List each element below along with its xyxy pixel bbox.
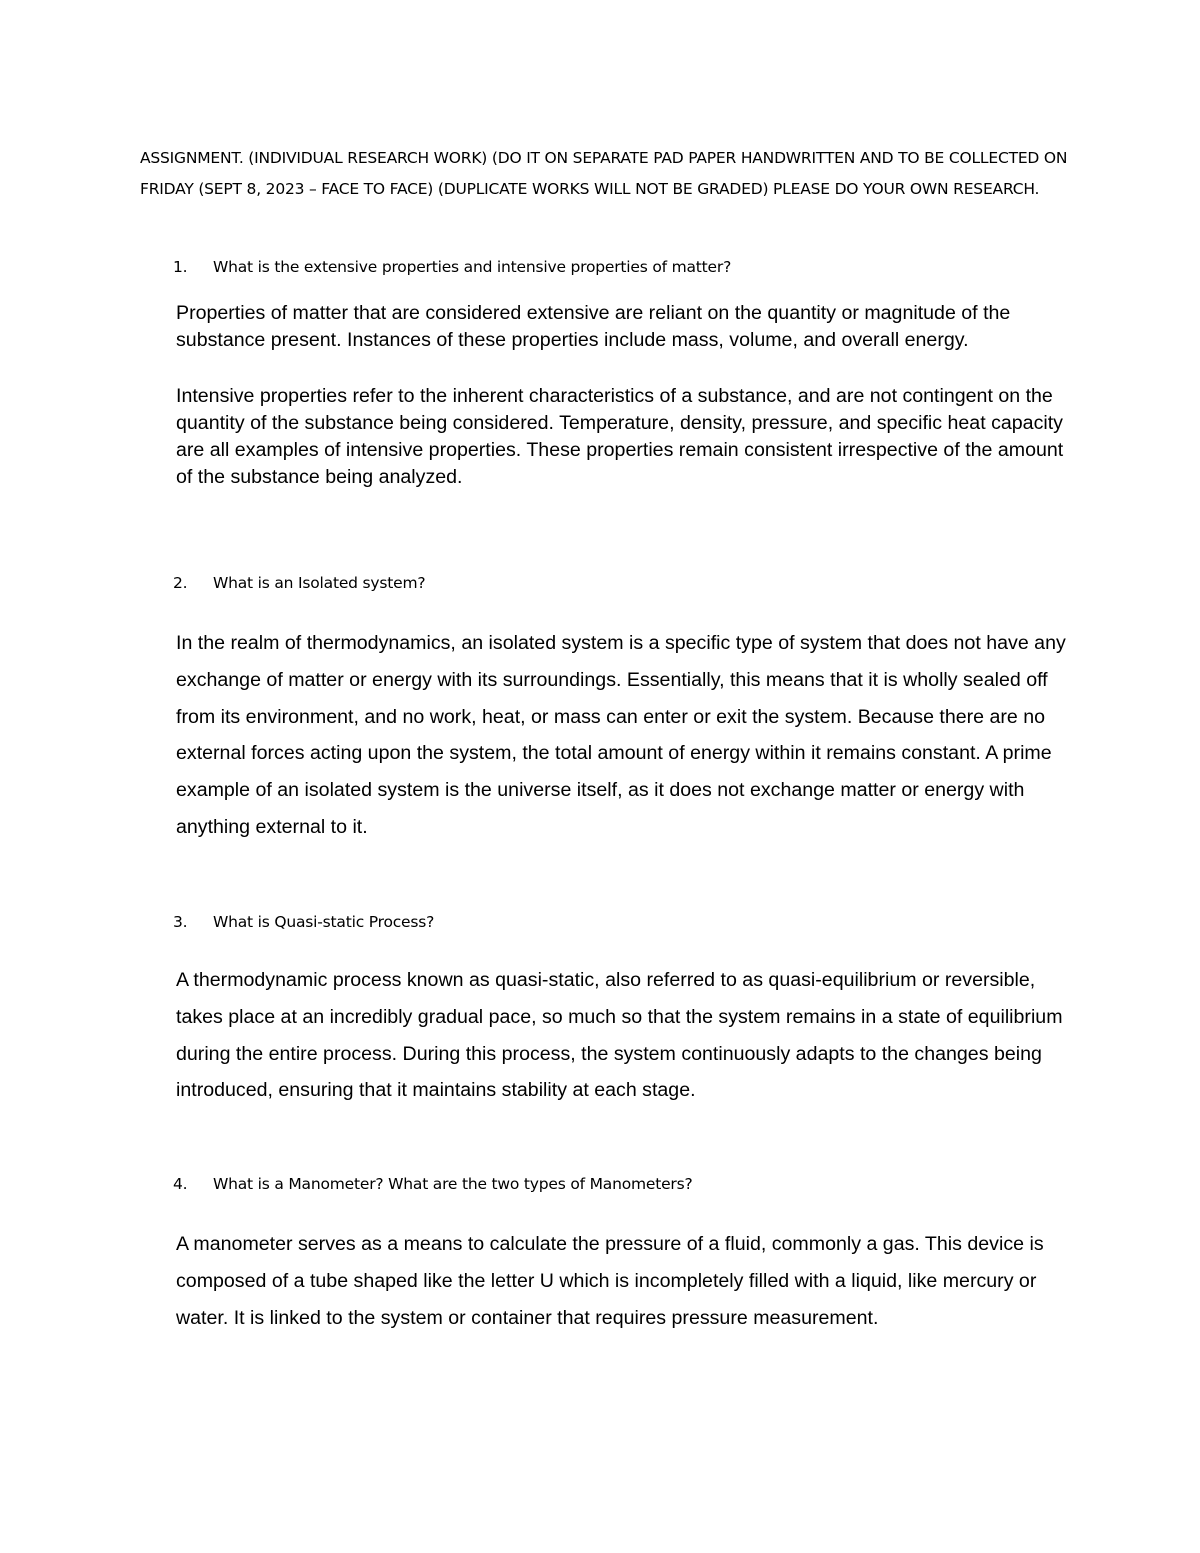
assignment-header: ASSIGNMENT. (INDIVIDUAL RESEARCH WORK) (DO IT ON SEPARATE PAD PAPER HANDWRITTEN AND TO BE COLLECTED ON FRIDAY (SEPT 8, 2023 – FACE TO FACE) (DUPLICATE WORKS WILL NOT BE GRADED) PLEASE DO YOUR OWN RESEARCH.	[140, 149, 1068, 198]
answer-paragraph: A manometer serves as a means to calculate the pressure of a fluid, commonly a gas. This device is composed of a tube shaped like the letter U which is incompletely filled with a liquid, like mercury or water. It is linked to the system or container that requires pressure measurement.	[176, 1233, 1044, 1329]
question-number: 2.	[173, 574, 188, 592]
answer-2	[176, 625, 1071, 846]
question-text: What is a Manometer? What are the two types of Manometers?	[213, 1175, 693, 1193]
answer-1	[176, 300, 1071, 492]
question-text: What is an Isolated system?	[213, 574, 426, 592]
question-number: 4.	[173, 1175, 188, 1193]
question-text: What is the extensive properties and intensive properties of matter?	[213, 258, 732, 276]
answer-3	[176, 962, 1071, 1109]
question-text: What is Quasi-static Process?	[213, 913, 435, 931]
answer-paragraph: In the realm of thermodynamics, an isolated system is a specific type of system that does not have any exchange of matter or energy with its surroundings. Essentially, this means that it is wholly sealed off from its environment, and no work, heat, or mass can enter or exit the system. Because there are no external forces acting upon the system, the total amount of energy within it remains constant. A prime example of an isolated system is the universe itself, as it does not exchange matter or energy with anything external to it.	[176, 632, 1066, 838]
answer-paragraph: Intensive properties refer to the inherent characteristics of a substance, and are not contingent on the quantity of the substance being considered. Temperature, density, pressure, and specific heat capacity are all examples of intensive properties. These properties remain consistent irrespective of the amount of the substance being analyzed.	[176, 384, 1064, 489]
answer-4	[176, 1226, 1071, 1336]
question-number: 3.	[173, 913, 188, 931]
question-number: 1.	[173, 258, 188, 276]
answer-paragraph: Properties of matter that are considered extensive are reliant on the quantity or magnitude of the substance present. Instances of these properties include mass, volume, and overall energy.	[176, 302, 1011, 352]
answer-paragraph: A thermodynamic process known as quasi-static, also referred to as quasi-equilibrium or reversible, takes place at an incredibly gradual pace, so much so that the system remains in a state of equilibrium during the entire process. During this process, the system continuously adapts to the changes being introduced, ensuring that it maintains stability at each stage.	[176, 969, 1063, 1102]
